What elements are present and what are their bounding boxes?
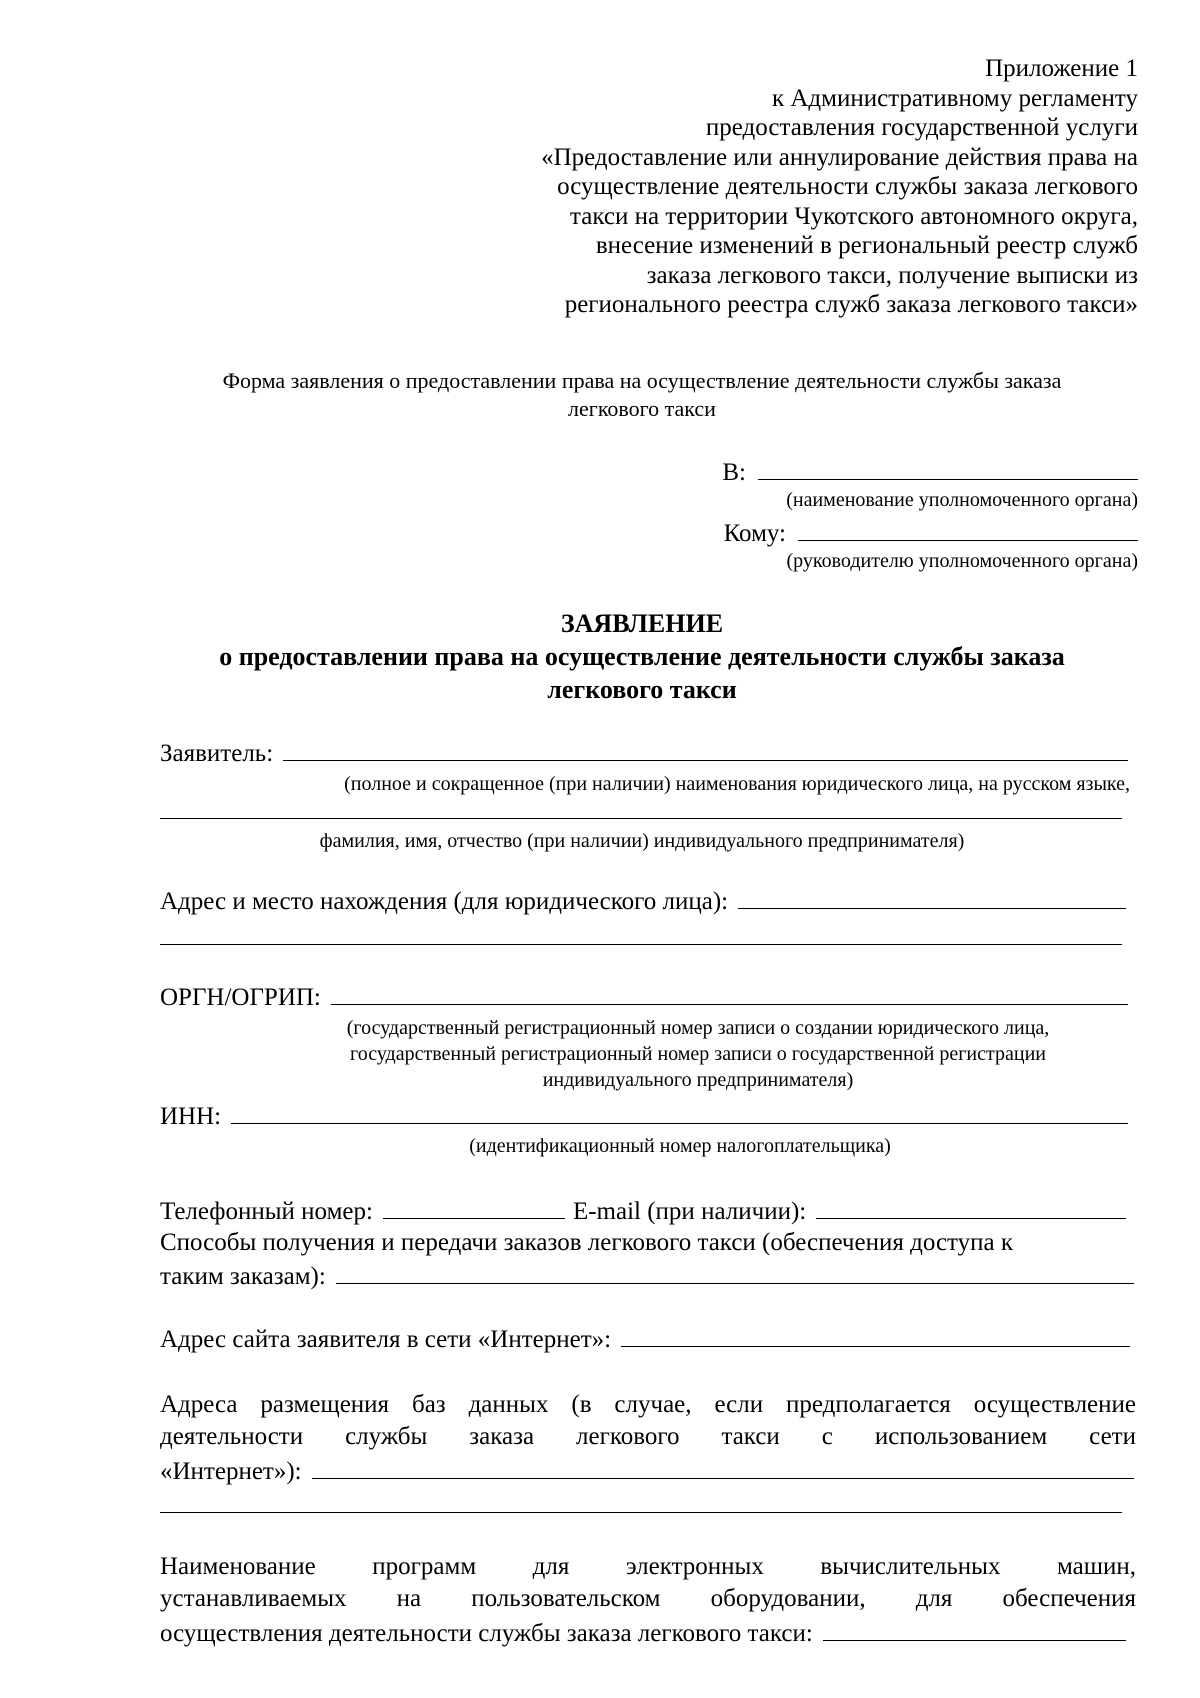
whom-note: (руководителю уполномоченного органа): [786, 550, 1138, 572]
document-title-sub: о предоставлении права на осуществление деятельности службы заказа: [219, 642, 1065, 671]
address-input-line-2[interactable]: [160, 944, 1122, 945]
software-field: [160, 1616, 1126, 1650]
to-label: В:: [722, 459, 746, 486]
appendix-line: предоставления государственной услуги: [705, 114, 1138, 141]
applicant-note: (полное и сокращенное (при наличии) наименования юридического лица, на русском языке,: [344, 773, 1130, 795]
db-text-line: деятельности службы заказа легкового такси с использованием сети: [160, 1422, 1136, 1450]
address-field: [160, 884, 1126, 918]
methods-label: таким заказам):: [160, 1263, 326, 1290]
appendix-line: регионального реестра служб заказа легкового такси»: [564, 291, 1138, 318]
addressee-block: [678, 455, 1138, 577]
db-label: «Интернет»):: [160, 1458, 302, 1485]
applicant-label: Заявитель:: [160, 740, 274, 767]
software-input-line[interactable]: [823, 1616, 1126, 1641]
phone-label: Телефонный номер:: [160, 1198, 373, 1225]
site-field: [160, 1322, 1130, 1356]
appendix-line: «Предоставление или аннулирование действия права на: [541, 143, 1138, 171]
ogrn-note: государственный регистрационный номер записи о государственной регистрации: [350, 1043, 1046, 1065]
email-input-line[interactable]: [816, 1194, 1126, 1219]
to-input-line[interactable]: [758, 455, 1138, 480]
appendix-line: осуществление деятельности службы заказа легкового: [557, 173, 1138, 200]
ogrn-field: [160, 980, 1128, 1014]
form-title: [160, 367, 1124, 423]
db-field: [160, 1454, 1134, 1488]
ogrn-note: (государственный регистрационный номер записи о создании юридического лица,: [346, 1017, 1050, 1039]
applicant-note: фамилия, имя, отчество (при наличии) индивидуального предпринимателя): [319, 830, 965, 852]
inn-field: [160, 1099, 1128, 1133]
document-title: [160, 607, 1124, 706]
applicant-field: [160, 736, 1128, 770]
form-title-line: Форма заявления о предоставлении права на осуществление деятельности службы заказа: [222, 368, 1062, 393]
software-text-line: устанавливаемых на пользовательском оборудовании, для обеспечения: [160, 1584, 1136, 1612]
ogrn-label: ОРГН/ОГРИП:: [160, 984, 321, 1011]
document-title-main: ЗАЯВЛЕНИЕ: [560, 609, 724, 638]
appendix-line: такси на территории Чукотского автономного округа,: [570, 202, 1138, 230]
ogrn-input-line[interactable]: [331, 980, 1128, 1005]
inn-label: ИНН:: [160, 1103, 222, 1130]
whom-label: Кому:: [723, 520, 786, 547]
methods-input-line[interactable]: [336, 1259, 1134, 1284]
to-note: (наименование уполномоченного органа): [786, 489, 1138, 511]
document-title-sub: легкового такси: [547, 675, 737, 704]
to-field: [678, 455, 1138, 488]
appendix-header: [498, 54, 1138, 320]
software-text-line: Наименование программ для электронных вычислительных машин,: [160, 1553, 1136, 1580]
email-label: E-mail (при наличии):: [572, 1198, 807, 1225]
db-input-line-2[interactable]: [160, 1512, 1122, 1513]
appendix-line: заказа легкового такси, получение выписки из: [646, 261, 1138, 289]
methods-text: Способы получения и передачи заказов легкового такси (обеспечения доступа к: [160, 1229, 1014, 1256]
db-text-line: Адреса размещения баз данных (в случае, если предполагается осуществление: [160, 1391, 1136, 1418]
form-title-line: легкового такси: [568, 396, 716, 421]
phone-input-line[interactable]: [383, 1194, 565, 1219]
applicant-input-line-2[interactable]: [160, 818, 1122, 819]
address-label: Адрес и место нахождения (для юридического лица):: [160, 888, 729, 915]
appendix-line: внесение изменений в региональный реестр служб: [595, 232, 1138, 259]
inn-note: (идентификационный номер налогоплательщика): [469, 1135, 891, 1157]
inn-input-line[interactable]: [231, 1099, 1128, 1124]
ogrn-note: индивидуального предпринимателя): [542, 1069, 854, 1091]
applicant-input-line[interactable]: [283, 736, 1128, 761]
site-label: Адрес сайта заявителя в сети «Интернет»:: [160, 1326, 612, 1353]
appendix-line: к Административному регламенту: [771, 84, 1138, 112]
whom-input-line[interactable]: [798, 516, 1138, 541]
software-text: [160, 1551, 1136, 1614]
db-text: [160, 1389, 1136, 1452]
methods-field: [160, 1259, 1134, 1293]
appendix-line: Приложение 1: [985, 55, 1138, 82]
site-input-line[interactable]: [621, 1322, 1130, 1347]
software-label: осуществления деятельности службы заказа легкового такси:: [160, 1620, 813, 1647]
whom-field: [678, 516, 1138, 549]
contact-field: [160, 1194, 1126, 1228]
address-input-line[interactable]: [738, 884, 1126, 909]
db-input-line[interactable]: [312, 1454, 1134, 1479]
